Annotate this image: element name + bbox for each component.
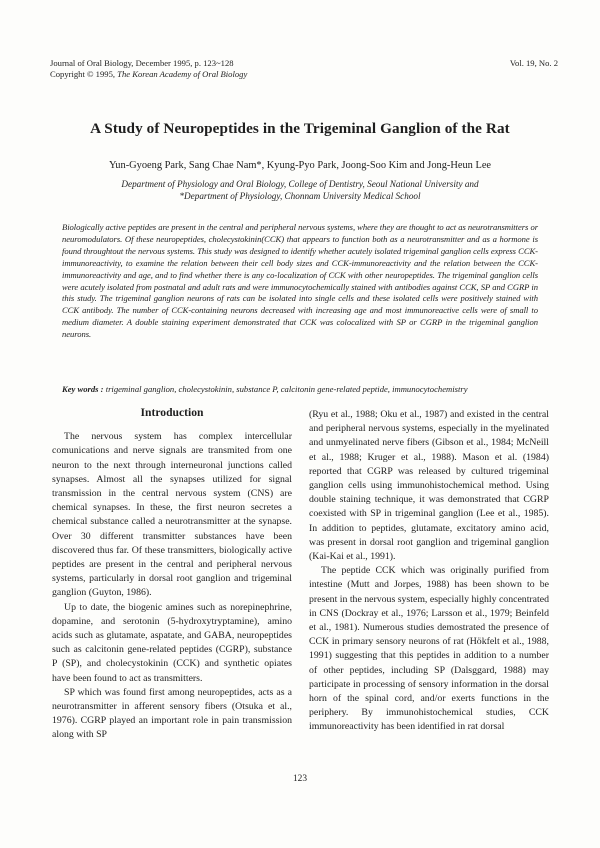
left-column <box>52 404 292 743</box>
paragraph: The peptide CCK which was originally purified from intestine (Mutt and Jorpes, 1988) has been shown to be present in the nervous system, especially highly concentrated in CNS (Dockray et al., 1976; Larsson et al., 1979; Beinfeld et al., 1981). Numerous studies demostrated the presence of CCK in primary sensory neurons of rat (Hökfelt et al., 1988, 1991) suggesting that this peptides in addition to a number of other peptides, including SP (Dalsggard, 1988) may participate in processing of sensory information in the dorsal horn of the spinal cord, and/or exerts functions in the periphery. By immunohistochemical studies, CCK immunoreactivity has been identified in rat dorsal <box>309 565 549 733</box>
paragraph: The nervous system has complex intercellular comunications and nerve signals are transmited from one neuron to the next through interneuronal junctions called synapses. Almost all the synapses utilized for signal transmission in the central nervous system (CNS) are chemical synapses. In these, the first neuron secretes a chemical substance called a neurotransmitter at the synapse. Over 30 different transmitter substances have been discovered thus far. Of these transmitters, biologically active peptides are present in the central and peripheral nervous systems, particularly in dorsal root ganglion and trigeminal ganglion (Guyton, 1986). <box>52 431 292 599</box>
paragraph: Up to date, the biogenic amines such as norepinephrine, dopamine, and serotonin (5-hydroxytryptamine), amino acids such as glutamate, aspatate, and GABA, neuropeptides such as calcitonin gene-related peptides (CGRP), substance P (SP), and cholecystokinin (CCK) and synthetic opiates have been found to act as transmitters. <box>52 601 292 684</box>
volume-issue: Vol. 19, No. 2 <box>509 58 558 68</box>
copyright-prefix: Copyright © 1995, <box>50 69 116 79</box>
right-column <box>309 408 549 735</box>
affiliations <box>40 178 560 202</box>
keywords-text: trigeminal ganglion, cholecystokinin, substance P, calcitonin gene-related peptide, immunocytochemistry <box>105 384 468 394</box>
author-list: Yun-Gyoeng Park, Sang Chae Nam*, Kyung-Pyo Park, Joong-Soo Kim and Jong-Heun Lee <box>108 160 492 171</box>
page-number: 123 <box>292 774 308 784</box>
keywords <box>62 383 538 395</box>
journal-citation: Journal of Oral Biology, December 1995, p. 123~128 <box>50 58 234 68</box>
section-heading: Introduction <box>140 406 204 419</box>
copyright-holder: The Korean Academy of Oral Biology <box>117 69 248 79</box>
paragraph: SP which was found first among neuropeptides, acts as a neurotransmitter in afferent sensory fibers (Otsuka et al., 1976). CGRP played an important role in pain transmission along with SP <box>52 686 292 741</box>
affiliation-1: Department of Physiology and Oral Biology, College of Dentistry, Seoul National University and <box>121 179 479 189</box>
affiliation-2: *Department of Physiology, Chonnam University Medical School <box>179 191 421 201</box>
paragraph: (Ryu et al., 1988; Oku et al., 1987) and existed in the central and peripheral nervous systems, especially in the myelinated and unmyelinated nerve fibers (Gibson et al., 1984; McNeill et al., 1988; Kruger et al., 1988). Mason et al. (1984) reported that CGRP was released by cultured trigeminal ganglion cells using immunohistochemical method. Using double staining technique, it was demonstrated that CGRP coexisted with SP in trigeminal ganglion (Lee et al., 1985). In addition to peptides, glutamate, excitatory amino acid, was present in dorsal root ganglion and trigeminal ganglion (Kai-Kai et al., 1991). <box>309 409 549 563</box>
abstract: Biologically active peptides are present in the central and peripheral nervous systems, where they are thought to act as neurotransmitters or neuromodulators. Of these neuropeptides, cholecystokinin(CCK) that appears to function both as a neurotransmitter and as a hormone is found throughtout the nervous systems. This study was designed to identify whether acutely isolated trigeminal ganglion cells express CCK-immunoreactivity, to examine the relation between their cell body sizes and CCK-immunoreactivity and the relation between the CCK-immunoreactivity and age, and to find whether there is any co-localization of CCK with other neuropeptides. The trigeminal ganglion cells were acutely isolated from postnatal and adult rats and were immunocytochemically stained with antibodies against CCK, SP and CGRP in this study. The trigeminal ganglion neurons of rats can be isolated into single cells and these isolated cells were positively stained with CCK antibody. The number of CCK-containing neurons decreased with increasing age and most immunoreactive cells were of small to medium diameter. A double staining experiment demonstrated that CCK was colocalized with SP or CGRP in the trigeminal ganglion neurons. <box>62 222 538 340</box>
journal-copyright <box>50 69 247 80</box>
journal-header <box>50 58 247 80</box>
article-title: A Study of Neuropeptides in the Trigeminal Ganglion of the Rat <box>90 120 510 137</box>
keywords-label: Key words : <box>62 384 104 394</box>
